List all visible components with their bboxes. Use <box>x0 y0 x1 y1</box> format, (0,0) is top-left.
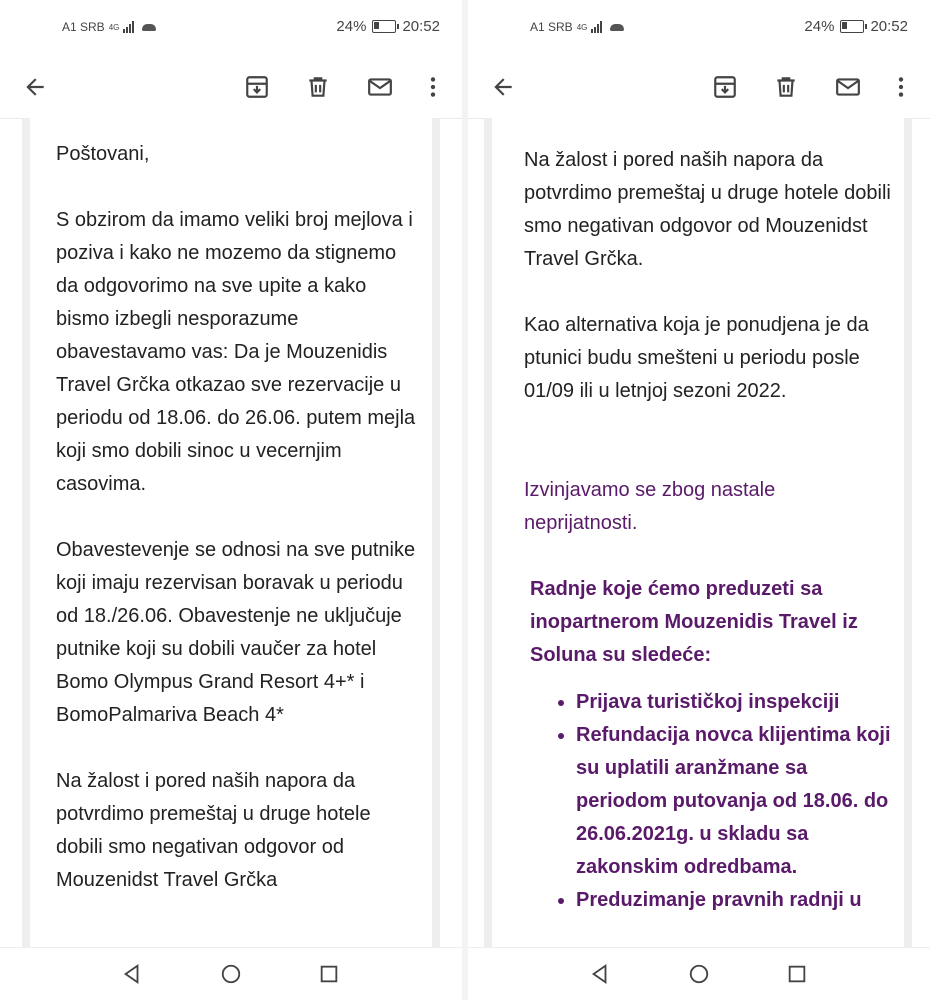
status-bar <box>468 0 930 56</box>
nav-recents-icon[interactable] <box>317 962 341 986</box>
email-body <box>56 138 420 897</box>
email-paragraph: S obzirom da imamo veliki broj mejlova i poziva i kako ne mozemo da stignemo da odgovorimo na sve upite a kako bismo izbegli nesporazume obavestavamo vas: Da je Mouzenidis Travel Grčka otkazao sve rezervacije u periodu od 18.06. do 26.06. putem mejla koji smo dobili sinoc u vecernjim casovima. <box>56 209 416 495</box>
archive-icon[interactable] <box>706 68 744 106</box>
email-paragraph: Na žalost i pored naših napora da potvrdimo premeštaj u druge hotele dobili smo negativan odgovor od Mouzenidst Travel Grčka <box>56 770 371 891</box>
apology-text: Izvinjavamo se zbog nastale neprijatnosti. <box>524 479 776 534</box>
trash-icon[interactable] <box>299 68 337 106</box>
mail-icon[interactable] <box>361 68 399 106</box>
email-toolbar <box>468 56 930 119</box>
email-body <box>524 144 892 917</box>
email-paragraph: Na žalost i pored naših napora da potvrdimo premeštaj u druge hotele dobili smo negativan odgovor od Mouzenidst Travel Grčka. <box>524 149 891 270</box>
more-vert-icon[interactable] <box>882 68 920 106</box>
actions-list <box>524 686 892 917</box>
network-type: 4G <box>108 22 120 32</box>
list-item: • Refundacija novca klijentima koji su uplatili aranžmane sa periodom putovanja od 18.06. do 26.06.2021g. u skladu sa zakonskim odredbama. <box>576 719 892 884</box>
email-body-card <box>30 118 432 948</box>
mail-icon[interactable] <box>829 68 867 106</box>
system-nav-bar <box>0 947 462 1000</box>
nav-recents-icon[interactable] <box>785 962 809 986</box>
network-type: 4G <box>576 22 588 32</box>
email-paragraph: Kao alternativa koja je ponudjena je da ptunici budu smešteni u periodu posle 01/09 ili u letnjoj sezoni 2022. <box>524 314 869 402</box>
left-screen <box>0 0 462 1000</box>
trash-icon[interactable] <box>767 68 805 106</box>
nav-home-icon[interactable] <box>219 962 243 986</box>
signal-icon <box>123 21 134 33</box>
email-toolbar <box>0 56 462 119</box>
carrier-info <box>62 20 156 34</box>
battery-icon <box>372 20 396 33</box>
more-vert-icon[interactable] <box>414 68 452 106</box>
battery-percent: 24% <box>804 18 835 35</box>
battery-percent: 24% <box>336 18 367 35</box>
carrier-info <box>530 20 624 34</box>
cloud-icon <box>142 24 156 31</box>
archive-icon[interactable] <box>238 68 276 106</box>
battery-icon <box>840 20 864 33</box>
email-paragraph: Obavestevenje se odnosi na sve putnike koji imaju rezervisan boravak u periodu od 18./26.06. Obavestenje ne uključuje putnike koji su dobili vaučer za hotel Bomo Olympus Grand Resort 4+* i BomoPalmariva Beach 4* <box>56 539 416 726</box>
carrier-name: A1 SRB <box>530 20 573 34</box>
nav-home-icon[interactable] <box>687 962 711 986</box>
nav-back-icon[interactable] <box>120 962 144 986</box>
status-right <box>336 18 440 35</box>
status-bar <box>0 0 462 56</box>
clock: 20:52 <box>402 18 440 35</box>
status-right <box>804 18 908 35</box>
list-item: • Preduzimanje pravnih radnji u <box>576 884 892 917</box>
system-nav-bar <box>468 947 930 1000</box>
right-screen <box>468 0 930 1000</box>
email-body-card <box>492 118 904 948</box>
clock: 20:52 <box>870 18 908 35</box>
carrier-name: A1 SRB <box>62 20 105 34</box>
arrow-left-icon[interactable] <box>484 68 522 106</box>
nav-back-icon[interactable] <box>588 962 612 986</box>
list-item: • Prijava turističkoj inspekciji <box>576 686 892 719</box>
cloud-icon <box>610 24 624 31</box>
arrow-left-icon[interactable] <box>16 68 54 106</box>
actions-heading: Radnje koje ćemo preduzeti sa inopartnerom Mouzenidis Travel iz Soluna su sledeće: <box>530 578 858 666</box>
signal-icon <box>591 21 602 33</box>
greeting: Poštovani, <box>56 143 150 165</box>
